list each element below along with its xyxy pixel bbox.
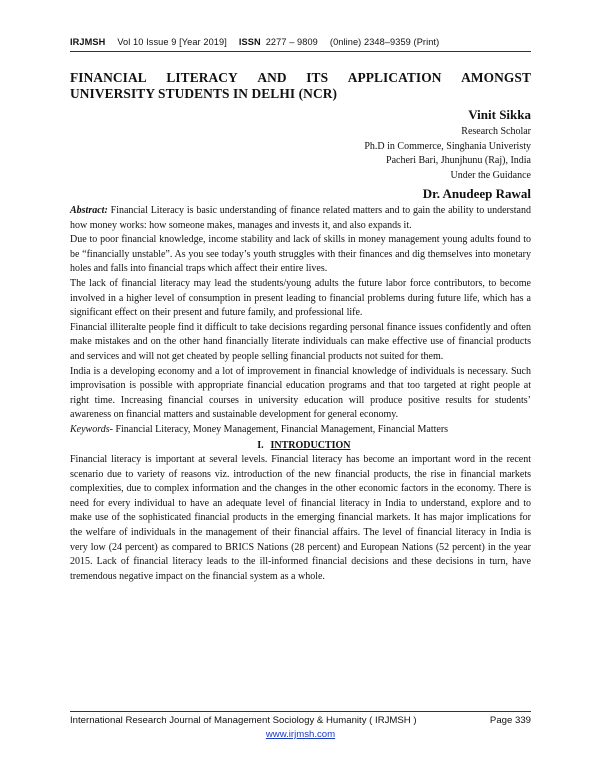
footer-journal: International Research Journal of Management Sociology & Humanity ( IRJMSH ) xyxy=(70,715,417,726)
title-word: ITS xyxy=(306,70,329,85)
issn-online: (0nline) 2348–9359 (Print) xyxy=(329,37,440,47)
guidance-label: Under the Guidance xyxy=(450,169,531,181)
keywords-label: Keywords- xyxy=(70,423,113,435)
author-place: Pacheri Bari, Jhunjhunu (Raj), India xyxy=(386,155,531,167)
abstract-paragraph: The lack of financial literacy may lead the students/young adults the future labor force contributors, to become involved in a higher level of consumption in present leading to financial problems during future life, which has a significant effect on their present and future family, and professional life. xyxy=(70,277,531,319)
footer-rule xyxy=(70,711,531,712)
abstract-paragraph: Financial illiteralte people find it difficult to take decisions regarding personal finance issues confidently and often make mistakes and on the other hand financially literate individuals can make effective use of financial products and services and will not get cheated by people selling financial products not suited for them. xyxy=(70,321,531,362)
keywords-text: Financial Literacy, Money Management, Financial Management, Financial Matters xyxy=(112,423,449,435)
abstract-paragraph xyxy=(70,204,531,233)
journal-url-link[interactable]: www.irjmsh.com xyxy=(265,729,336,740)
intro-paragraph: Financial literacy is important at several levels. Financial literacy has become an important word in the recent scenario due to variety of reasons viz. introduction of the new financial products, the rise in financial markets complexities, due to complex information and the changes in the other economic factors in the economy. There is need for every individual to have an adequate level of financial literacy in India to understand, explore and to make use of the sophisticated financial products in the emerging financial markets. It has major implications for the welfare of individuals in the management of their financial affairs. The level of financial literacy in India is very low (24 percent) as compared to BRICS Nations (28 percent) and European Nations (52 percent) in the year 2015. Lack of financial literacy leads to the ill-informed financial decisions and these decisions in turn, have tremendous negative impact on the financial system as a whole. xyxy=(70,454,531,582)
author-name: Vinit Sikka xyxy=(468,107,531,122)
abstract-paragraph: Due to poor financial knowledge, income stability and lack of skills in money management young adults found to be “financially unstable”. As you see today’s youth struggles with their finances and dig themselves into monetary holes and falls into financial traps which affect their entire lives. xyxy=(70,234,531,275)
issn-label: ISSN xyxy=(238,37,261,47)
paper-body xyxy=(70,204,531,584)
issn-value: 2277 – 9809 xyxy=(265,37,318,47)
abstract-paragraph: India is a developing economy and a lot of improvement in financial knowledge of individuals is necessary. Such improvisation is possible with appropriate financial education programs and that too targeted at right people at right time. Increasing financial courses in university education will produce positive results for students’ awareness on financial matters and sustainable development for general economy. xyxy=(70,365,531,421)
paper-title xyxy=(70,70,531,102)
author-block xyxy=(364,107,531,202)
section-title: INTRODUCTION xyxy=(270,439,351,451)
guide-name: Dr. Anudeep Rawal xyxy=(422,186,531,202)
abstract-text: Financial Literacy is basic understanding of finance related matters and to gain the ability to understand how money works: how someone makes, manages and invests it, and also expands it. xyxy=(70,205,531,231)
abstract-label: Abstract: xyxy=(70,205,108,216)
author-degree: Ph.D in Commerce, Singhania Univeristy xyxy=(364,140,531,152)
title-line-2: UNIVERSITY STUDENTS IN DELHI (NCR) xyxy=(70,86,338,101)
running-header xyxy=(70,37,530,47)
title-word: LITERACY xyxy=(166,70,238,85)
volume-info: Vol 10 Issue 9 [Year 2019] xyxy=(117,37,227,47)
section-number: I. xyxy=(257,439,264,451)
title-line-1 xyxy=(70,70,531,86)
keywords xyxy=(70,423,531,438)
title-word: APPLICATION xyxy=(347,70,442,85)
title-word: AMONGST xyxy=(461,70,531,85)
title-word: FINANCIAL xyxy=(70,70,147,85)
header-rule xyxy=(70,51,531,52)
title-word: AND xyxy=(257,70,287,85)
journal-abbrev: IRJMSH xyxy=(70,37,106,47)
section-heading xyxy=(70,439,531,454)
page-number: Page 339 xyxy=(489,715,531,726)
running-footer xyxy=(70,714,531,742)
author-role: Research Scholar xyxy=(461,126,531,137)
